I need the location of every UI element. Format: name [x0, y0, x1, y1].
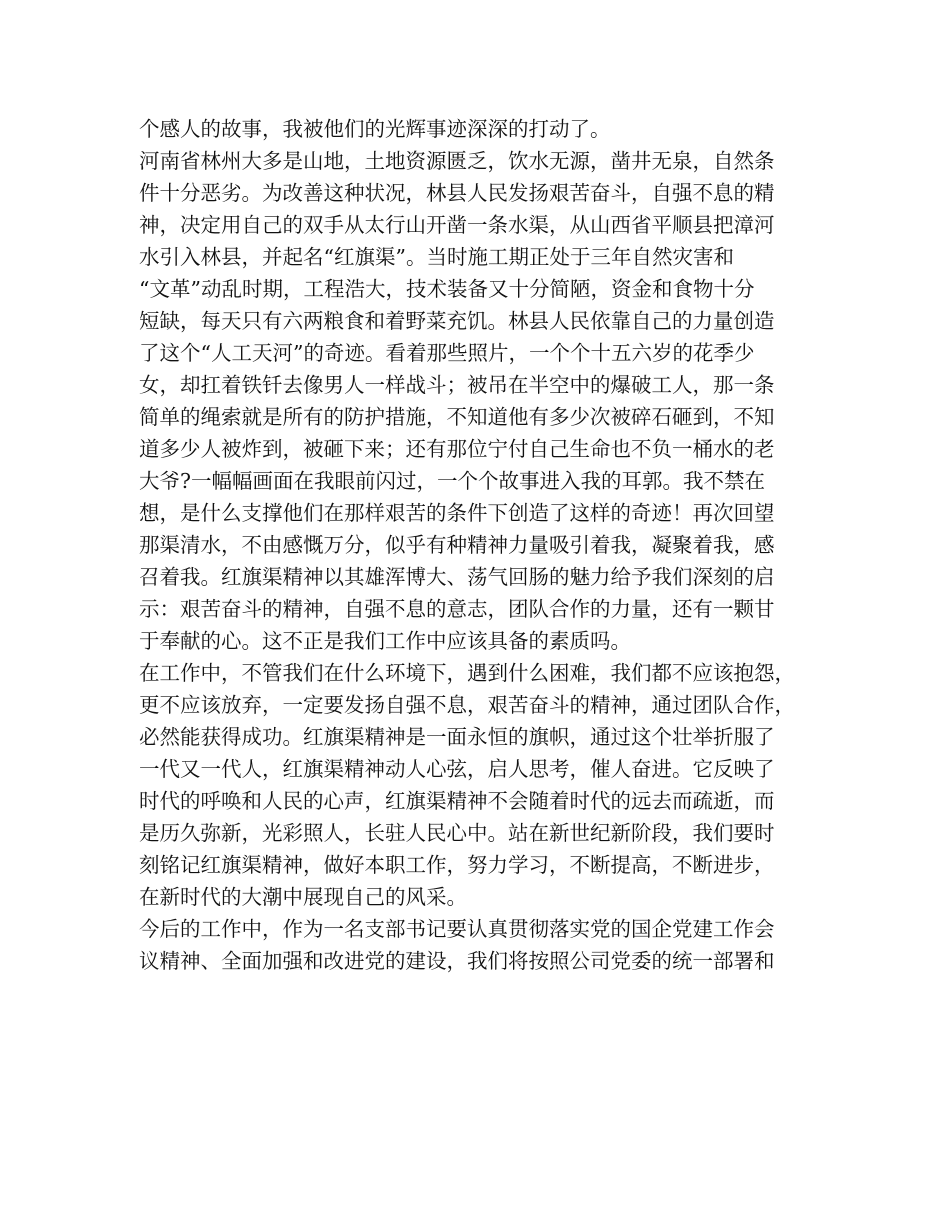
text-line: 今后的工作中，作为一名支部书记要认真贯彻落实党的国企党建工作会	[139, 917, 775, 941]
text-line: 女，却扛着铁钎去像男人一样战斗；被吊在半空中的爆破工人，那一条	[139, 373, 775, 397]
text-line: 时代的呼唤和人民的心声，红旗渠精神不会随着时代的远去而疏逝，而	[139, 789, 775, 813]
text-line: 在新时代的大潮中展现自己的风采。	[139, 885, 467, 909]
text-line: 刻铭记红旗渠精神，做好本职工作，努力学习，不断提高，不断进步，	[139, 853, 775, 877]
body-text	[139, 113, 829, 977]
text-line: 召着我。红旗渠精神以其雄浑博大、荡气回肠的魅力给予我们深刻的启	[139, 565, 775, 589]
text-line: 一代又一代人，红旗渠精神动人心弦，启人思考，催人奋进。它反映了	[139, 757, 775, 781]
text-line: 大爷?一幅幅画面在我眼前闪过，一个个故事进入我的耳郭。我不禁在	[139, 469, 765, 493]
text-line: 神，决定用自己的双手从太行山开凿一条水渠，从山西省平顺县把漳河	[139, 213, 775, 237]
text-line: 个感人的故事，我被他们的光辉事迹深深的打动了。	[139, 117, 611, 141]
text-line: 那渠清水，不由感慨万分，似乎有种精神力量吸引着我，凝聚着我，感	[139, 533, 775, 557]
text-line: 短缺，每天只有六两粮食和着野菜充饥。林县人民依靠自己的力量创造	[139, 309, 775, 333]
text-line: 议精神、全面加强和改进党的建设，我们将按照公司党委的统一部署和	[139, 949, 775, 973]
text-line: 是历久弥新，光彩照人，长驻人民心中。站在新世纪新阶段，我们要时	[139, 821, 775, 845]
text-line: 必然能获得成功。红旗渠精神是一面永恒的旗帜，通过这个壮举折服了	[139, 725, 775, 749]
text-line: “文革”动乱时期，工程浩大，技术装备又十分简陋，资金和食物十分	[139, 277, 755, 301]
text-line: 了这个“人工天河”的奇迹。看着那些照片，一个个十五六岁的花季少	[139, 341, 755, 365]
text-line: 更不应该放弃，一定要发扬自强不息，艰苦奋斗的精神，通过团队合作，	[139, 693, 795, 717]
text-line: 河南省林州大多是山地，土地资源匮乏，饮水无源，凿井无泉，自然条	[139, 149, 775, 173]
text-line: 于奉献的心。这不正是我们工作中应该具备的素质吗。	[139, 629, 631, 653]
text-line: 件十分恶劣。为改善这种状况，林县人民发扬艰苦奋斗，自强不息的精	[139, 181, 775, 205]
text-line: 想，是什么支撑他们在那样艰苦的条件下创造了这样的奇迹！再次回望	[139, 501, 775, 525]
text-line: 简单的绳索就是所有的防护措施，不知道他有多少次被碎石砸到，不知	[139, 405, 775, 429]
text-line: 示：艰苦奋斗的精神，自强不息的意志，团队合作的力量，还有一颗甘	[139, 597, 775, 621]
text-line: 在工作中，不管我们在什么环境下，遇到什么困难，我们都不应该抱怨，	[139, 661, 795, 685]
text-line: 水引入林县，并起名“红旗渠”。当时施工期正处于三年自然灾害和	[139, 245, 734, 269]
text-line: 道多少人被炸到，被砸下来；还有那位宁付自己生命也不负一桶水的老	[139, 437, 775, 461]
